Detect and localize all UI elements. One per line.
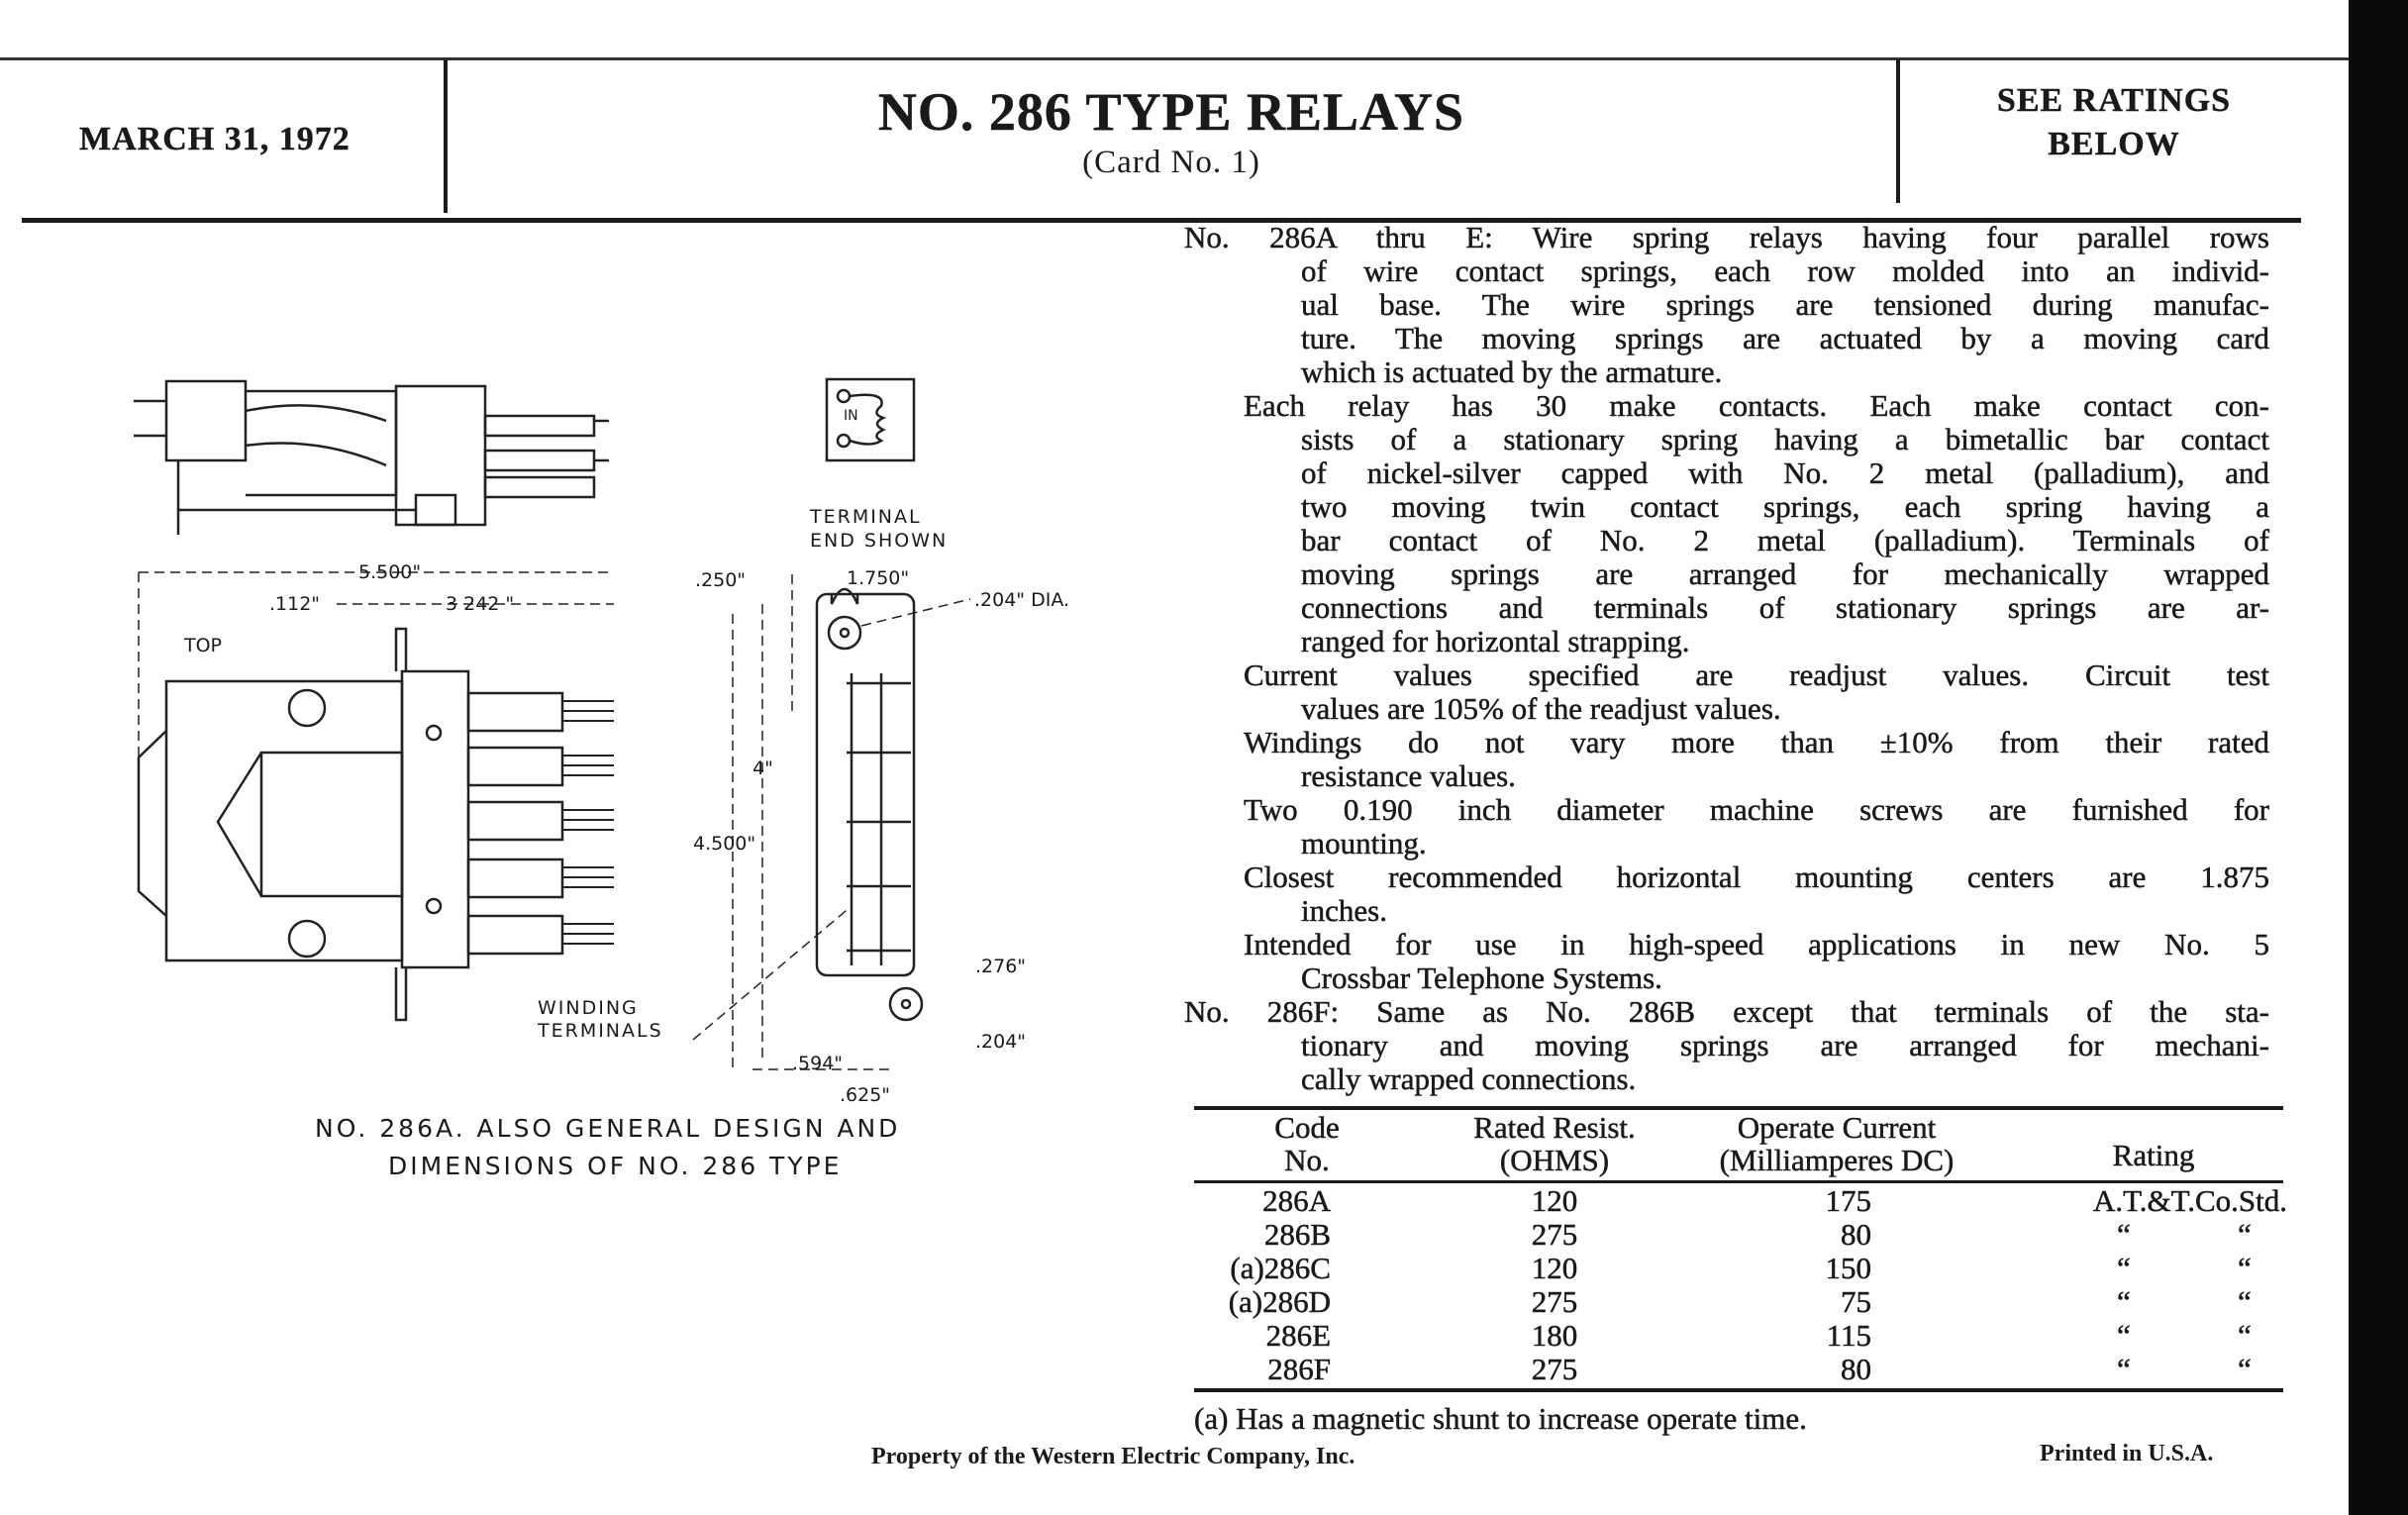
diagram-caption-1: NO. 286A. ALSO GENERAL DESIGN AND (315, 1114, 901, 1143)
ratings-note (1906, 79, 2322, 166)
table-footnote: (a) Has a magnetic shunt to increase operate time. (1194, 1401, 1807, 1436)
description-line: ual base. The wire springs are tensioned during manufac- (1301, 287, 2269, 322)
cell-resist: 275 (1531, 1217, 1578, 1252)
description-line: Crossbar Telephone Systems. (1301, 960, 1662, 995)
description-line: ranged for horizontal strapping. (1301, 624, 1690, 658)
cell-current: 80 (1841, 1217, 1871, 1252)
description-line: of nickel-silver capped with No. 2 metal (palladium), and (1301, 455, 2269, 490)
cell-resist: 120 (1531, 1251, 1578, 1285)
dim-ear: .276" (975, 956, 1027, 977)
cell-rating-ditto: “ (2117, 1284, 2131, 1319)
dim-body-length: 3 242 " (446, 593, 515, 615)
description-line: sists of a stationary spring having a bimetallic bar contact (1301, 422, 2269, 456)
dim-625: .625" (840, 1084, 891, 1106)
description-line: No. 286F: Same as No. 286B except that terminals of the sta- (1184, 994, 2269, 1029)
cell-rating-ditto: “ (2238, 1352, 2252, 1386)
dim-hole-diameter: .204" DIA. (974, 589, 1070, 611)
cell-resist: 275 (1531, 1352, 1578, 1386)
dim-ear-width: .204" (975, 1031, 1027, 1053)
cell-resist: 275 (1531, 1284, 1578, 1319)
cell-code: (a)286D (1228, 1284, 1331, 1319)
card-title: NO. 286 TYPE RELAYS (877, 82, 1465, 142)
footer-property: Property of the Western Electric Company, Inc. (871, 1444, 1355, 1469)
description-line: inches. (1301, 893, 1387, 928)
coil-in-label: IN (844, 408, 858, 424)
header-code-2: No. (1284, 1143, 1330, 1177)
cell-code: (a)286C (1230, 1251, 1331, 1285)
relay-diagram (0, 223, 1168, 1213)
dimension-lines (139, 572, 970, 1069)
header-resist-2: (OHMS) (1499, 1143, 1610, 1177)
cell-current: 75 (1841, 1284, 1871, 1319)
dim-hole-spacing: 4" (752, 758, 773, 779)
terminal-label-2: END SHOWN (810, 530, 949, 552)
description-line: resistance values. (1301, 758, 1516, 793)
cell-rating-ditto: “ (2238, 1318, 2252, 1353)
cell-current: 115 (1826, 1318, 1871, 1353)
description-line: cally wrapped connections. (1301, 1061, 1637, 1096)
cell-code: 286F (1267, 1352, 1331, 1386)
cell-rating-ditto: “ (2117, 1251, 2131, 1285)
header-current-1: Operate Current (1737, 1110, 1937, 1145)
cell-code: 286E (1265, 1318, 1331, 1353)
cell-current: 175 (1825, 1183, 1871, 1218)
dim-top-margin: .250" (695, 569, 747, 591)
header-resist-1: Rated Resist. (1473, 1110, 1636, 1145)
cell-current: 80 (1841, 1352, 1871, 1386)
dim-width: 1.750" (847, 567, 910, 589)
description-line: Two 0.190 inch diameter machine screws are furnished for (1244, 792, 2269, 827)
dim-offset: .112" (269, 593, 321, 615)
top-view-label: TOP (184, 635, 223, 656)
coil-schematic (827, 379, 914, 460)
description-line: ture. The moving springs are actuated by a moving card (1301, 321, 2269, 355)
description-line: Closest recommended horizontal mounting centers are 1.875 (1244, 859, 2269, 894)
description-line: moving springs are arranged for mechanically wrapped (1301, 556, 2269, 591)
dim-overall-height: 4.500" (693, 833, 756, 855)
cell-rating-ditto: “ (2238, 1217, 2252, 1252)
dim-overall-length: 5.500" (358, 561, 422, 583)
description-line: values are 105% of the readjust values. (1301, 691, 1781, 726)
description-line: two moving twin contact springs, each spring having a (1301, 489, 2269, 524)
dim-594: .594" (792, 1053, 844, 1074)
header-divider-left (444, 59, 448, 213)
card-subtitle: (Card No. 1) (1082, 145, 1260, 180)
description-line: bar contact of No. 2 metal (palladium). Terminals of (1301, 523, 2269, 557)
side-view-drawing (134, 381, 609, 535)
cell-code: 286B (1263, 1217, 1331, 1252)
table-bottom-rule (1194, 1388, 2283, 1392)
cell-rating-ditto: “ (2238, 1284, 2252, 1319)
winding-label-2: TERMINALS (538, 1020, 663, 1042)
ratings-note-line2: BELOW (2048, 126, 2180, 162)
footer-printed: Printed in U.S.A. (2040, 1441, 2214, 1466)
description-line: which is actuated by the armature. (1301, 354, 1723, 389)
end-view-drawing (817, 589, 922, 1020)
header-divider-right (1896, 59, 1900, 203)
cell-current: 150 (1825, 1251, 1871, 1285)
cell-rating: A.T.&T.Co.Std. (2092, 1183, 2287, 1218)
diagram-caption-2: DIMENSIONS OF NO. 286 TYPE (388, 1152, 843, 1180)
cell-rating-ditto: “ (2238, 1251, 2252, 1285)
card-top-edge (0, 0, 2408, 60)
cell-rating-ditto: “ (2117, 1318, 2131, 1353)
card-date: MARCH 31, 1972 (79, 121, 351, 157)
description-line: Intended for use in high-speed applications in new No. 5 (1244, 927, 2269, 961)
cell-rating-ditto: “ (2117, 1352, 2131, 1386)
cell-rating-ditto: “ (2117, 1217, 2131, 1252)
header-code-1: Code (1274, 1110, 1340, 1145)
header-rating: Rating (2112, 1138, 2195, 1172)
terminal-label-1: TERMINAL (810, 506, 922, 528)
cell-code: 286A (1262, 1183, 1331, 1218)
header-current-2: (Milliamperes DC) (1719, 1143, 1955, 1177)
description-line: tionary and moving springs are arranged for mechani- (1301, 1028, 2269, 1062)
cell-resist: 120 (1531, 1183, 1578, 1218)
cell-resist: 180 (1531, 1318, 1578, 1353)
description-line: No. 286A thru E: Wire spring relays having four parallel rows (1184, 220, 2269, 254)
top-view-drawing (139, 629, 614, 1020)
winding-label-1: WINDING (538, 997, 639, 1019)
description-line: Windings do not vary more than ±10% from their rated (1244, 725, 2269, 759)
description-line: Current values specified are readjust values. Circuit test (1244, 657, 2269, 692)
description-line: of wire contact springs, each row molded into an individ- (1301, 253, 2269, 288)
description-line: connections and terminals of stationary springs are ar- (1301, 590, 2269, 625)
scan-background-edge (2349, 0, 2408, 1515)
description-line: mounting. (1301, 826, 1427, 860)
description-line: Each relay has 30 make contacts. Each make contact con- (1244, 388, 2269, 423)
ratings-note-line1: SEE RATINGS (1996, 82, 2232, 119)
